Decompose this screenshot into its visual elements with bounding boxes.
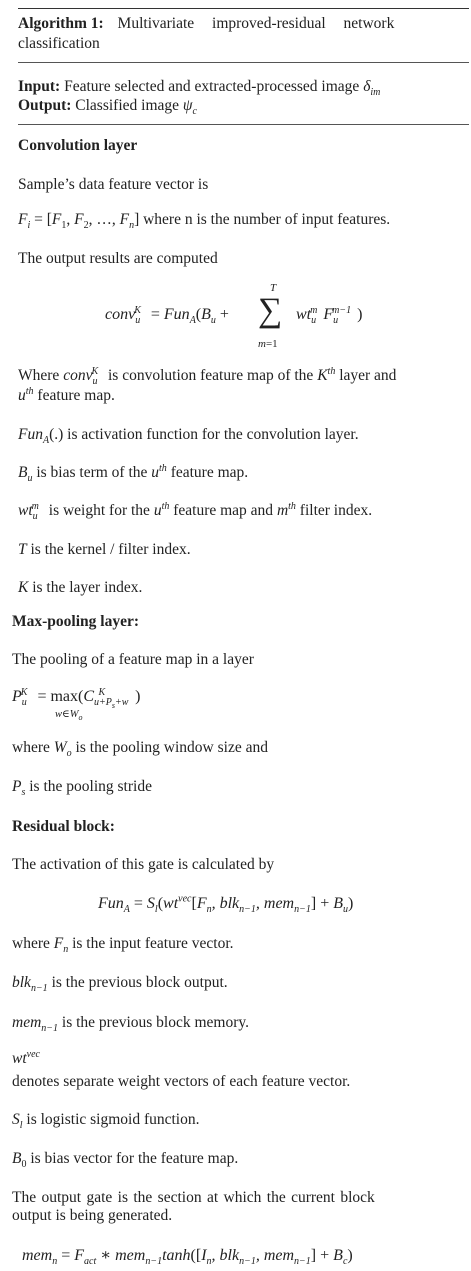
resid-wtvec-symbol: $wt^{vec}$ bbox=[12, 1048, 40, 1067]
input-label: Input: bbox=[18, 78, 61, 95]
conv-bias-desc: $B_u$ is bias term of the $u^{th}$ feature map. bbox=[18, 462, 249, 485]
conv-line2-tail: where n is the number of input features. bbox=[143, 211, 391, 228]
pool-ps-desc: $P_s$ is the pooling stride bbox=[12, 778, 152, 799]
conv-k-desc: K is the layer index. bbox=[18, 579, 143, 596]
conv-equation: conv$_u^K$ = $Fun_A(B_u$ + bbox=[105, 304, 229, 327]
resid-sl-desc: $S_l$ is logistic sigmoid function. bbox=[12, 1111, 200, 1132]
conv-sum-sigma: ∑ bbox=[258, 292, 283, 329]
output-symbol: $\psi_c$ bbox=[182, 97, 197, 118]
input-symbol: $\delta_{im}$ bbox=[363, 78, 381, 99]
io-rule bbox=[18, 124, 469, 125]
conv-line3: The output results are computed bbox=[18, 250, 218, 267]
resid-mem-equation: $mem_n = F_{act}$ ∗ $mem_{n-1}\tanh([I_n$, blk$_{n-1}$, $mem_{n-1}] + B_c$) bbox=[22, 1247, 353, 1268]
resid-mem-desc: mem$_{n-1}$ is the previous block memory. bbox=[12, 1014, 250, 1035]
conv-sum-upper: T bbox=[270, 282, 277, 294]
pool-max-sub: $w\in W_o$ bbox=[55, 709, 83, 723]
resid-fn-desc: where $F_n$ is the input feature vector. bbox=[12, 935, 234, 956]
conv-wt-desc: $wt_u^m$ is weight for the $u^{th}$ feature map and $m^{th}$ filter index. bbox=[18, 500, 373, 523]
conv-sum-lower: m=1 bbox=[258, 338, 278, 350]
conv-line2: $F_i = [F_1$, $F_2$, …, $F_n$] where n is the number of input features. bbox=[18, 211, 391, 232]
title-rule bbox=[18, 62, 469, 63]
output-line bbox=[18, 97, 197, 118]
algorithm-label: Algorithm 1: bbox=[18, 15, 104, 32]
resid-equation: $Fun_A = S_l(wt^{vec}[F_n$, blk$_{n-1}$, $mem_{n-1}] + B_u$) bbox=[98, 893, 354, 916]
resid-line1: The activation of this gate is calculated by bbox=[12, 856, 275, 873]
resid-heading: Residual block: bbox=[12, 818, 115, 835]
resid-blk-desc: blk$_{n-1}$ is the previous block output. bbox=[12, 974, 228, 995]
resid-out1: The output gate is the section at which the current block bbox=[12, 1189, 375, 1206]
resid-out2: output is being generated. bbox=[12, 1207, 173, 1224]
pool-heading: Max-pooling layer: bbox=[12, 613, 139, 630]
output-label: Output: bbox=[18, 97, 72, 114]
output-text: Classified image bbox=[75, 97, 180, 114]
conv-fun-desc: Fun$_A$(.) is activation function for the convolution layer. bbox=[18, 426, 359, 447]
conv-equation-tail: $wt_u^m$ $F_u^{m-1}$ ) bbox=[296, 304, 363, 327]
algorithm-title-line2: classification bbox=[18, 35, 100, 52]
input-line bbox=[18, 78, 381, 99]
conv-where1: Where conv$_u^K$ is convolution feature map of the $K^{th}$ layer and bbox=[18, 365, 397, 388]
pool-wo-desc: where $W_o$ is the pooling window size and bbox=[12, 739, 268, 760]
input-text: Feature selected and extracted-processed image bbox=[64, 78, 360, 95]
resid-b0-desc: $B_0$ is bias vector for the feature map. bbox=[12, 1150, 239, 1171]
conv-line1: Sample’s data feature vector is bbox=[18, 176, 209, 193]
algorithm-title-line1: Multivariate improved-residual network bbox=[117, 15, 395, 32]
algorithm-title bbox=[18, 15, 469, 33]
resid-wtvec-desc: denotes separate weight vectors of each feature vector. bbox=[12, 1073, 351, 1090]
conv-t-desc: T is the kernel / filter index. bbox=[18, 541, 191, 558]
conv-where2: $u^{th}$ feature map. bbox=[18, 385, 115, 404]
pool-equation: $P_u^K = \max(C_{u+P_s+w}^K$ ) bbox=[12, 686, 141, 711]
pool-line1: The pooling of a feature map in a layer bbox=[12, 651, 254, 668]
conv-heading: Convolution layer bbox=[18, 137, 138, 154]
top-rule bbox=[18, 8, 469, 9]
